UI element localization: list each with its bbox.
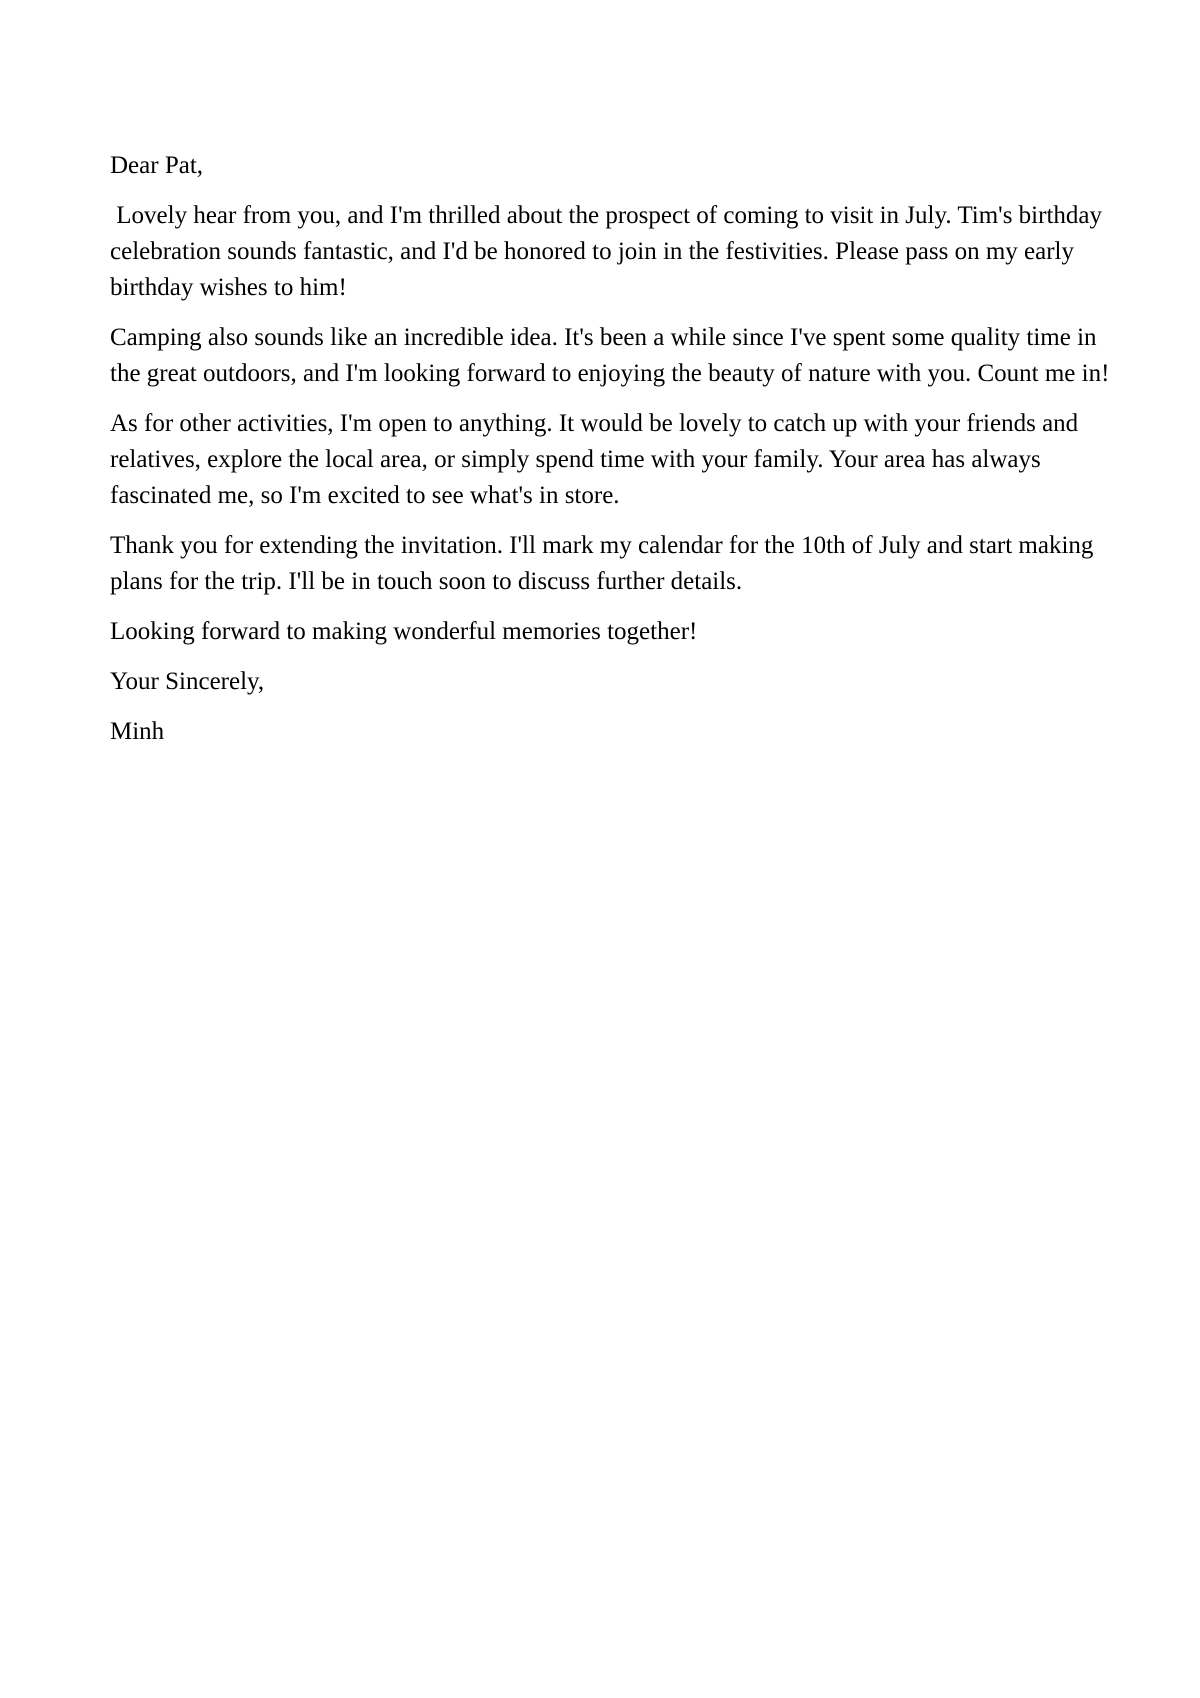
salutation: Dear Pat, bbox=[110, 152, 204, 179]
paragraph-3: As for other activities, I'm open to anything. It would be lovely to catch up with your friends and relatives, explore the local area, or simply spend time with your family. Your area has always fascinated me, so I'm excited to see what's in store. bbox=[110, 410, 1079, 509]
paragraph-4: Thank you for extending the invitation. I'll mark my calendar for the 10th of July and start making plans for the trip. I'll be in touch soon to discuss further details. bbox=[110, 532, 1094, 595]
signature: Minh bbox=[110, 718, 165, 745]
closing: Your Sincerely, bbox=[110, 668, 265, 695]
paragraph-1: Lovely hear from you, and I'm thrilled about the prospect of coming to visit in July. Tim's birthday celebration sounds fantastic, and I'd be honored to join in the festivities. Please pass on my early birthday wishes to him! bbox=[110, 202, 1109, 301]
paragraph-5: Looking forward to making wonderful memories together! bbox=[110, 618, 698, 645]
paragraph-2: Camping also sounds like an incredible idea. It's been a while since I've spent some quality time in the great outdoors, and I'm looking forward to enjoying the beauty of nature with you. Count me in! bbox=[110, 324, 1110, 387]
letter-body bbox=[110, 148, 1120, 764]
